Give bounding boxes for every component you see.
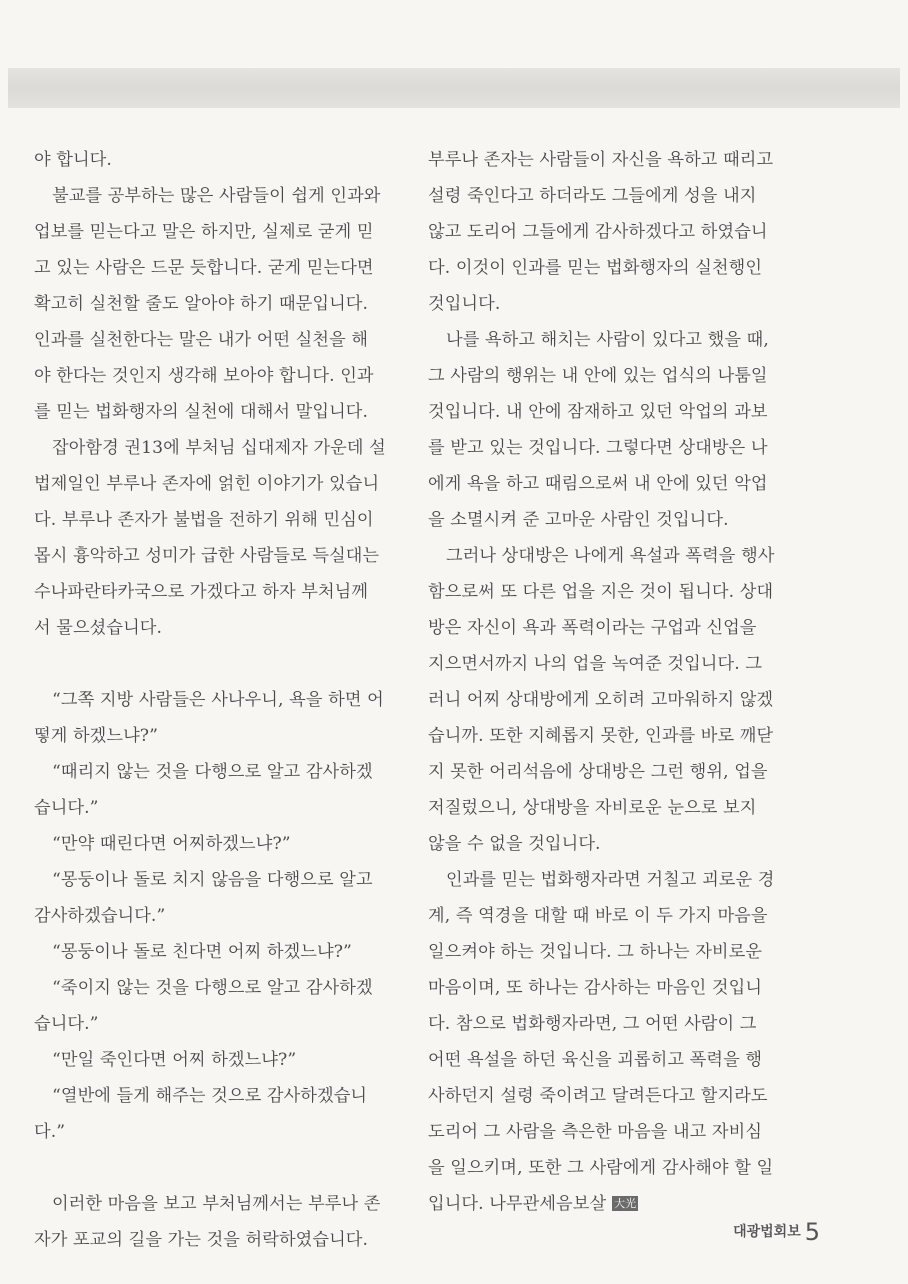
- dialogue-line: 떻게 하겠느냐?”: [34, 726, 158, 746]
- dialogue-line: “몽둥이나 돌로 치지 않음을 다행으로 알고: [52, 870, 373, 890]
- text-line: 나를 욕하고 해치는 사람이 있다고 했을 때,: [446, 330, 769, 350]
- text-line: 를 믿는 법화행자의 실천에 대해서 말입니다.: [34, 402, 369, 422]
- text-line: 마음이며, 또 하나는 감사하는 마음인 것입니: [428, 978, 763, 998]
- text-line: 을 일으키며, 또한 그 사람에게 감사해야 할 일: [428, 1158, 774, 1178]
- text-line: 법제일인 부루나 존자에 얽힌 이야기가 있습니: [34, 474, 380, 494]
- text-line: 수나파란타카국으로 가겠다고 하자 부처님께: [34, 582, 369, 602]
- text-line: 을 소멸시켜 준 고마운 사람인 것입니다.: [428, 510, 729, 530]
- page-number: 5: [804, 1218, 820, 1246]
- right-column: [428, 145, 818, 1225]
- final-sentence: 입니다. 나무관세음보살: [428, 1194, 607, 1214]
- text-line: 서 물으셨습니다.: [34, 618, 163, 638]
- publication-name: 대광법회보: [733, 1224, 801, 1240]
- dialogue-line: 감사하겠습니다.”: [34, 906, 166, 926]
- text-line: 인과를 믿는 법화행자라면 거칠고 괴로운 경: [446, 870, 775, 890]
- text-line: 러니 어찌 상대방에게 오히려 고마워하지 않겠: [428, 690, 774, 710]
- end-seal-mark: 大光: [614, 1197, 637, 1210]
- dialogue-line: 다.”: [34, 1122, 66, 1142]
- text-line: 자가 포교의 길을 가는 것을 허락하였습니다.: [34, 1230, 369, 1250]
- text-line: 설령 죽인다고 하더라도 그들에게 성을 내지: [428, 186, 757, 206]
- dialogue-line: “죽이지 않는 것을 다행으로 알고 감사하겠: [52, 978, 373, 998]
- dialogue-line: 습니다.”: [34, 1014, 99, 1034]
- text-line: 것입니다.: [428, 294, 501, 314]
- dialogue-line: “몽둥이나 돌로 친다면 어찌 하겠느냐?”: [52, 942, 352, 962]
- dialogue-line: “만일 죽인다면 어찌 하겠느냐?”: [52, 1050, 297, 1070]
- text-line: 다. 부루나 존자가 불법을 전하기 위해 민심이: [34, 510, 374, 530]
- text-line: 야 합니다.: [34, 150, 112, 170]
- text-line: 를 받고 있는 것입니다. 그렇다면 상대방은 나: [428, 438, 768, 458]
- dialogue-line: “열반에 들게 해주는 것으로 감사하겠습니: [52, 1086, 368, 1106]
- text-line: 이러한 마음을 보고 부처님께서는 부루나 존: [52, 1194, 381, 1214]
- text-line: 것입니다. 내 안에 잠재하고 있던 악업의 과보: [428, 402, 768, 422]
- text-line: 않을 수 없을 것입니다.: [428, 834, 601, 854]
- text-line: 계, 즉 역경을 대할 때 바로 이 두 가지 마음을: [428, 906, 768, 926]
- text-line: 불교를 공부하는 많은 사람들이 쉽게 인과와: [52, 186, 381, 206]
- left-column: [34, 145, 424, 1261]
- text-line: 에게 욕을 하고 때림으로써 내 안에 있던 악업: [428, 474, 768, 494]
- text-line: 그러나 상대방은 나에게 욕설과 폭력을 행사: [446, 546, 775, 566]
- text-line: 다. 참으로 법화행자라면, 그 어떤 사람이 그: [428, 1014, 757, 1034]
- text-line: 잡아함경 권13에 부처님 십대제자 가운데 설: [52, 438, 386, 458]
- text-line: 다. 이것이 인과를 믿는 법화행자의 실천행인: [428, 258, 763, 278]
- text-line: 고 있는 사람은 드문 듯합니다. 굳게 믿는다면: [34, 258, 374, 278]
- text-line: 지으면서까지 나의 업을 녹여준 것입니다. 그: [428, 654, 763, 674]
- text-line: 사하던지 설령 죽이려고 달려든다고 할지라도: [428, 1086, 768, 1106]
- dialogue-line: “만약 때린다면 어찌하겠느냐?”: [52, 834, 291, 854]
- text-line: 확고히 실천할 줄도 알아야 하기 때문입니다.: [34, 294, 369, 314]
- text-line: 도리어 그 사람을 측은한 마음을 내고 자비심: [428, 1122, 763, 1142]
- page-footer: [733, 1218, 820, 1246]
- header-band: [8, 68, 900, 108]
- text-line: 않고 도리어 그들에게 감사하겠다고 하였습니: [428, 222, 768, 242]
- text-line: 몹시 흉악하고 성미가 급한 사람들로 득실대는: [34, 546, 380, 566]
- dialogue-line: 습니다.”: [34, 798, 99, 818]
- text-line: 업보를 믿는다고 말은 하지만, 실제로 굳게 믿: [34, 222, 374, 242]
- text-line: 야 한다는 것인지 생각해 보아야 합니다. 인과: [34, 366, 374, 386]
- text-line: 인과를 실천한다는 말은 내가 어떤 실천을 해: [34, 330, 369, 350]
- text-line: 일으켜야 하는 것입니다. 그 하나는 자비로운: [428, 942, 763, 962]
- text-line: 방은 자신이 욕과 폭력이라는 구업과 신업을: [428, 618, 757, 638]
- dialogue-line: “그쪽 지방 사람들은 사나우니, 욕을 하면 어: [52, 690, 384, 710]
- text-line: 부루나 존자는 사람들이 자신을 욕하고 때리고: [428, 150, 774, 170]
- text-line: 함으로써 또 다른 업을 지은 것이 됩니다. 상대: [428, 582, 774, 602]
- text-line: 지 못한 어리석음에 상대방은 그런 행위, 업을: [428, 762, 768, 782]
- text-line: 저질렀으니, 상대방을 자비로운 눈으로 보지: [428, 798, 757, 818]
- text-line: 어떤 욕설을 하던 육신을 괴롭히고 폭력을 행: [428, 1050, 763, 1070]
- text-line: 그 사람의 행위는 내 안에 있는 업식의 나툼일: [428, 366, 768, 386]
- text-line: 습니까. 또한 지혜롭지 못한, 인과를 바로 깨닫: [428, 726, 774, 746]
- dialogue-line: “때리지 않는 것을 다행으로 알고 감사하겠: [52, 762, 373, 782]
